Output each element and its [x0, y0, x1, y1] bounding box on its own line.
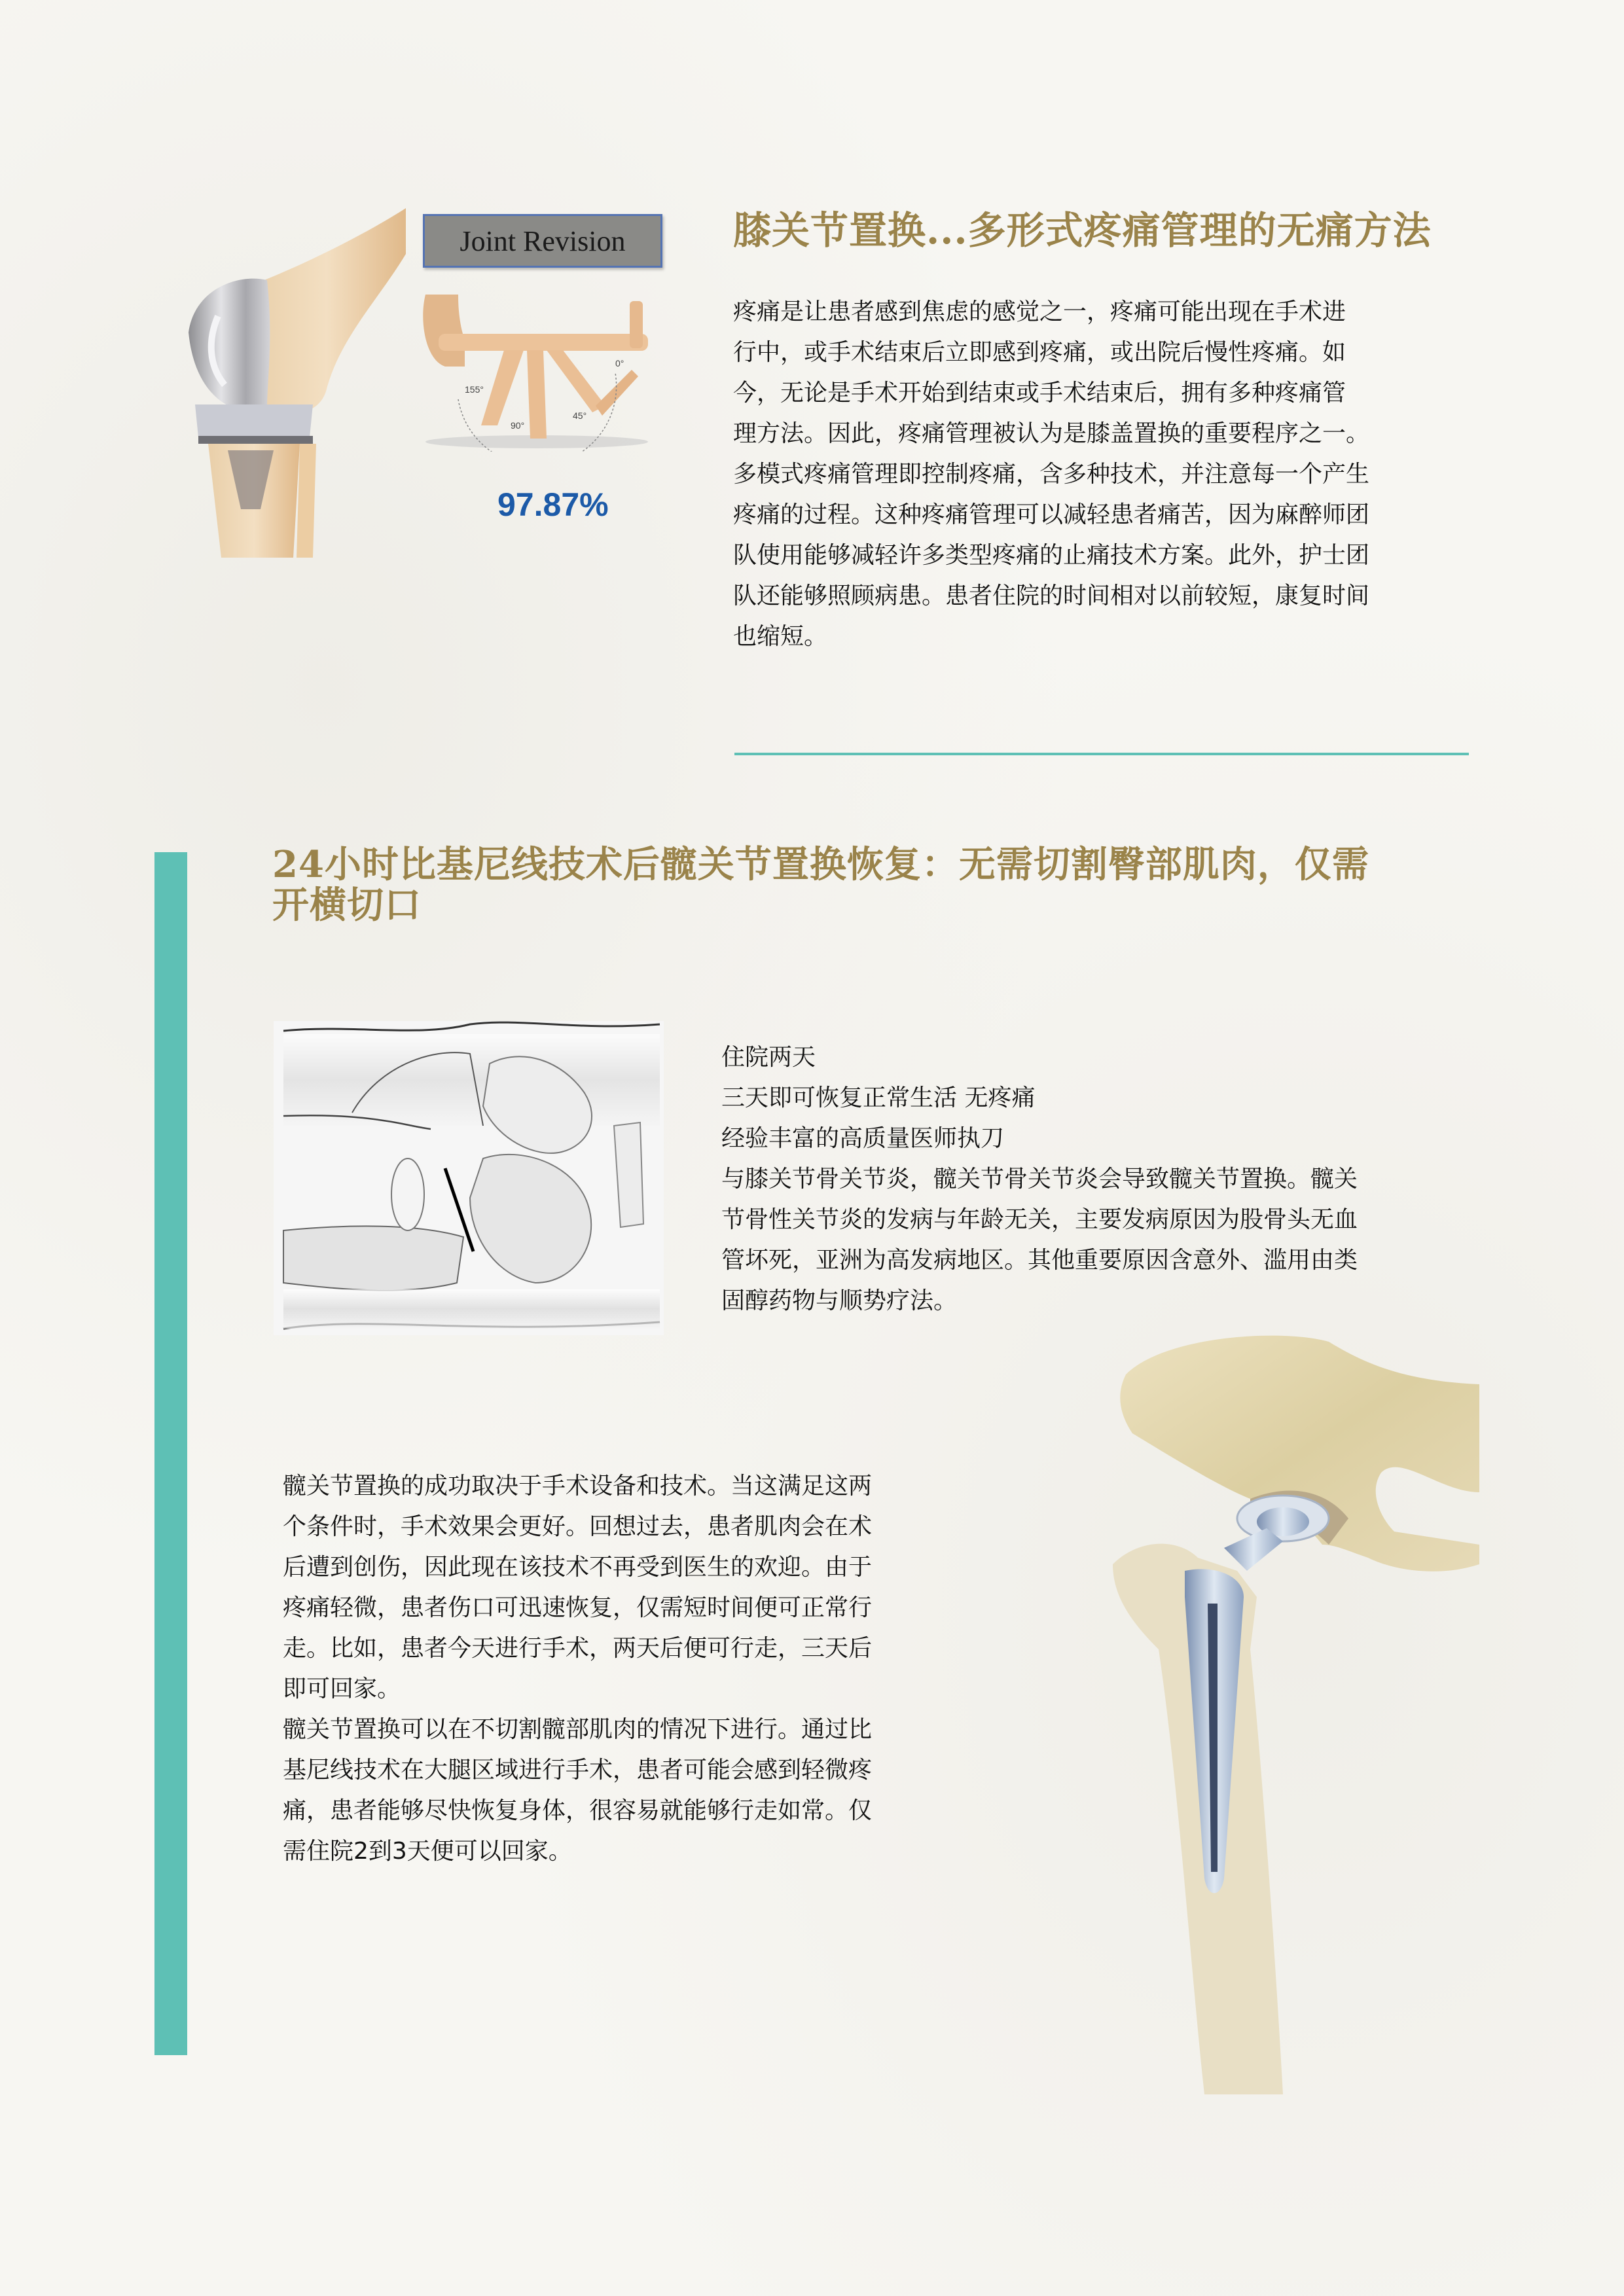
bikini-incision-sketch — [274, 1008, 664, 1342]
joint-revision-label — [423, 214, 662, 268]
section2-title-line1: 24小时比基尼线技术后髋关节置换恢复：无需切割臀部肌肉，仅需 — [272, 843, 1369, 886]
detail-line: 基尼线技术在大腿区域进行手术，患者可能会感到轻微疼 — [283, 1757, 873, 1784]
joint-revision-text: Joint Revision — [460, 224, 626, 257]
detail-line: 髋关节置换的成功取决于手术设备和技术。当这满足这两 — [283, 1473, 873, 1499]
paragraph-line: 今，无论是手术开始到结束或手术结束后，拥有多种疼痛管 — [733, 380, 1346, 406]
detail-line: 个条件时，手术效果会更好。回想过去，患者肌肉会在术 — [283, 1513, 873, 1540]
highlight-item: 住院两天 — [721, 1044, 816, 1071]
detail-line: 痛，患者能够尽快恢复身体，很容易就能够行走如常。仅 — [283, 1797, 873, 1824]
section2-accent-bar — [154, 852, 187, 2055]
cause-line: 与膝关节骨关节炎，髋关节骨关节炎会导致髋关节置换。髋关 — [721, 1166, 1358, 1193]
angle-label-155: 155° — [465, 384, 484, 395]
paragraph-line: 行中，或手术结束后立即感到疼痛，或出院后慢性疼痛。如 — [733, 339, 1346, 366]
section1-title: 膝关节置换...多形式疼痛管理的无痛方法 — [733, 208, 1432, 253]
paragraph-line: 队还能够照顾病患。患者住院的时间相对以前较短，康复时间 — [733, 583, 1370, 609]
detail-line: 即可回家。 — [283, 1676, 401, 1702]
section1-paragraph — [733, 292, 1470, 657]
success-rate: 97.87% — [497, 486, 609, 523]
section2-highlights-and-causes — [721, 1037, 1469, 1321]
cause-line: 节骨性关节炎的发病与年龄无关，主要发病原因为股骨头无血 — [721, 1206, 1358, 1233]
angle-label-90: 90° — [511, 420, 525, 431]
paragraph-line: 也缩短。 — [733, 623, 828, 650]
paragraph-line: 队使用能够减轻许多类型疼痛的止痛技术方案。此外，护士团 — [733, 542, 1370, 569]
paragraph-line: 理方法。因此，疼痛管理被认为是膝盖置换的重要程序之一。 — [733, 420, 1370, 447]
detail-line: 需住院2到3天便可以回家。 — [283, 1838, 572, 1865]
detail-line: 后遭到创伤，因此现在该技术不再受到医生的欢迎。由于 — [283, 1554, 873, 1581]
section2-title-line2: 开横切口 — [272, 884, 422, 927]
section-divider — [734, 753, 1469, 755]
angle-label-0: 0° — [615, 358, 624, 368]
highlight-item: 三天即可恢复正常生活 无疼痛 — [721, 1085, 1036, 1111]
section2-title — [272, 844, 1483, 925]
detail-line: 髋关节置换可以在不切割髋部肌肉的情况下进行。通过比 — [283, 1716, 873, 1743]
hip-implant-illustration — [1087, 1322, 1479, 2121]
detail-line: 走。比如，患者今天进行手术，两天后便可行走，三天后 — [283, 1635, 873, 1662]
highlight-item: 经验丰富的高质量医师执刀 — [721, 1125, 1005, 1152]
knee-flexion-range-illustration — [419, 295, 655, 452]
cause-line: 管坏死，亚洲为高发病地区。其他重要原因含意外、滥用由类 — [721, 1247, 1358, 1274]
detail-line: 疼痛轻微，患者伤口可迅速恢复，仅需短时间便可正常行 — [283, 1594, 873, 1621]
paragraph-line: 多模式疼痛管理即控制疼痛，含多种技术，并注意每一个产生 — [733, 461, 1370, 488]
knee-implant-illustration — [169, 208, 407, 558]
section2-detail-paragraph — [283, 1466, 961, 1872]
paragraph-line: 疼痛的过程。这种疼痛管理可以减轻患者痛苦，因为麻醉师团 — [733, 501, 1370, 528]
angle-label-45: 45° — [573, 410, 587, 421]
paragraph-line: 疼痛是让患者感到焦虑的感觉之一，疼痛可能出现在手术进 — [733, 298, 1346, 325]
cause-line: 固醇药物与顺势疗法。 — [721, 1287, 958, 1314]
